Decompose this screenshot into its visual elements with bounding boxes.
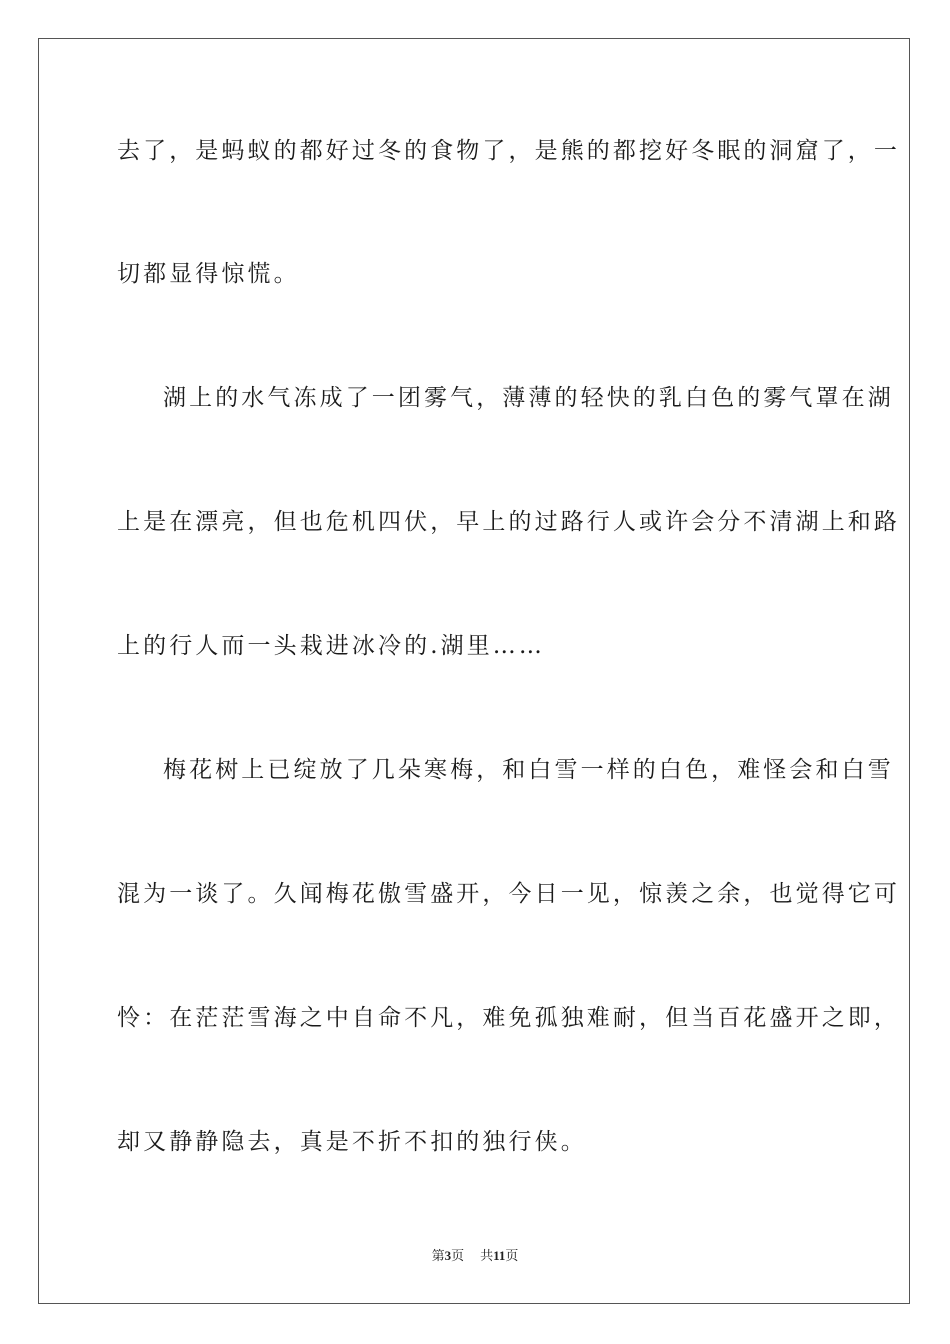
text-line: 上是在漂亮，但也危机四伏，早上的过路行人或许会分不清湖上和路: [117, 509, 900, 535]
total-prefix: 共: [480, 1248, 494, 1263]
page-total: 11: [493, 1248, 506, 1263]
page-suffix: 页: [451, 1248, 465, 1263]
page-footer: [0, 1247, 950, 1265]
total-suffix: 页: [505, 1248, 519, 1263]
text-line: 切都显得惊慌。: [117, 261, 300, 287]
page-current: 3: [444, 1248, 452, 1263]
text-line: 却又静静隐去，真是不折不扣的独行侠。: [117, 1129, 587, 1155]
text-line: 去了，是蚂蚁的都好过冬的食物了，是熊的都挖好冬眠的洞窟了，一: [117, 138, 900, 164]
text-line: 上的行人而一头栽进冰冷的.湖里……: [117, 633, 546, 659]
paragraph-start-line: 梅花树上已绽放了几朵寒梅，和白雪一样的白色，难怪会和白雪: [163, 757, 894, 783]
text-line: 怜：在茫茫雪海之中自命不凡，难免孤独难耐，但当百花盛开之即，: [117, 1005, 900, 1031]
text-line: 混为一谈了。久闻梅花傲雪盛开，今日一见，惊羡之余，也觉得它可: [117, 881, 900, 907]
page-border: [38, 38, 910, 1304]
paragraph-start-line: 湖上的水气冻成了一团雾气，薄薄的轻快的乳白色的雾气罩在湖: [163, 385, 894, 411]
page-prefix: 第: [431, 1248, 445, 1263]
